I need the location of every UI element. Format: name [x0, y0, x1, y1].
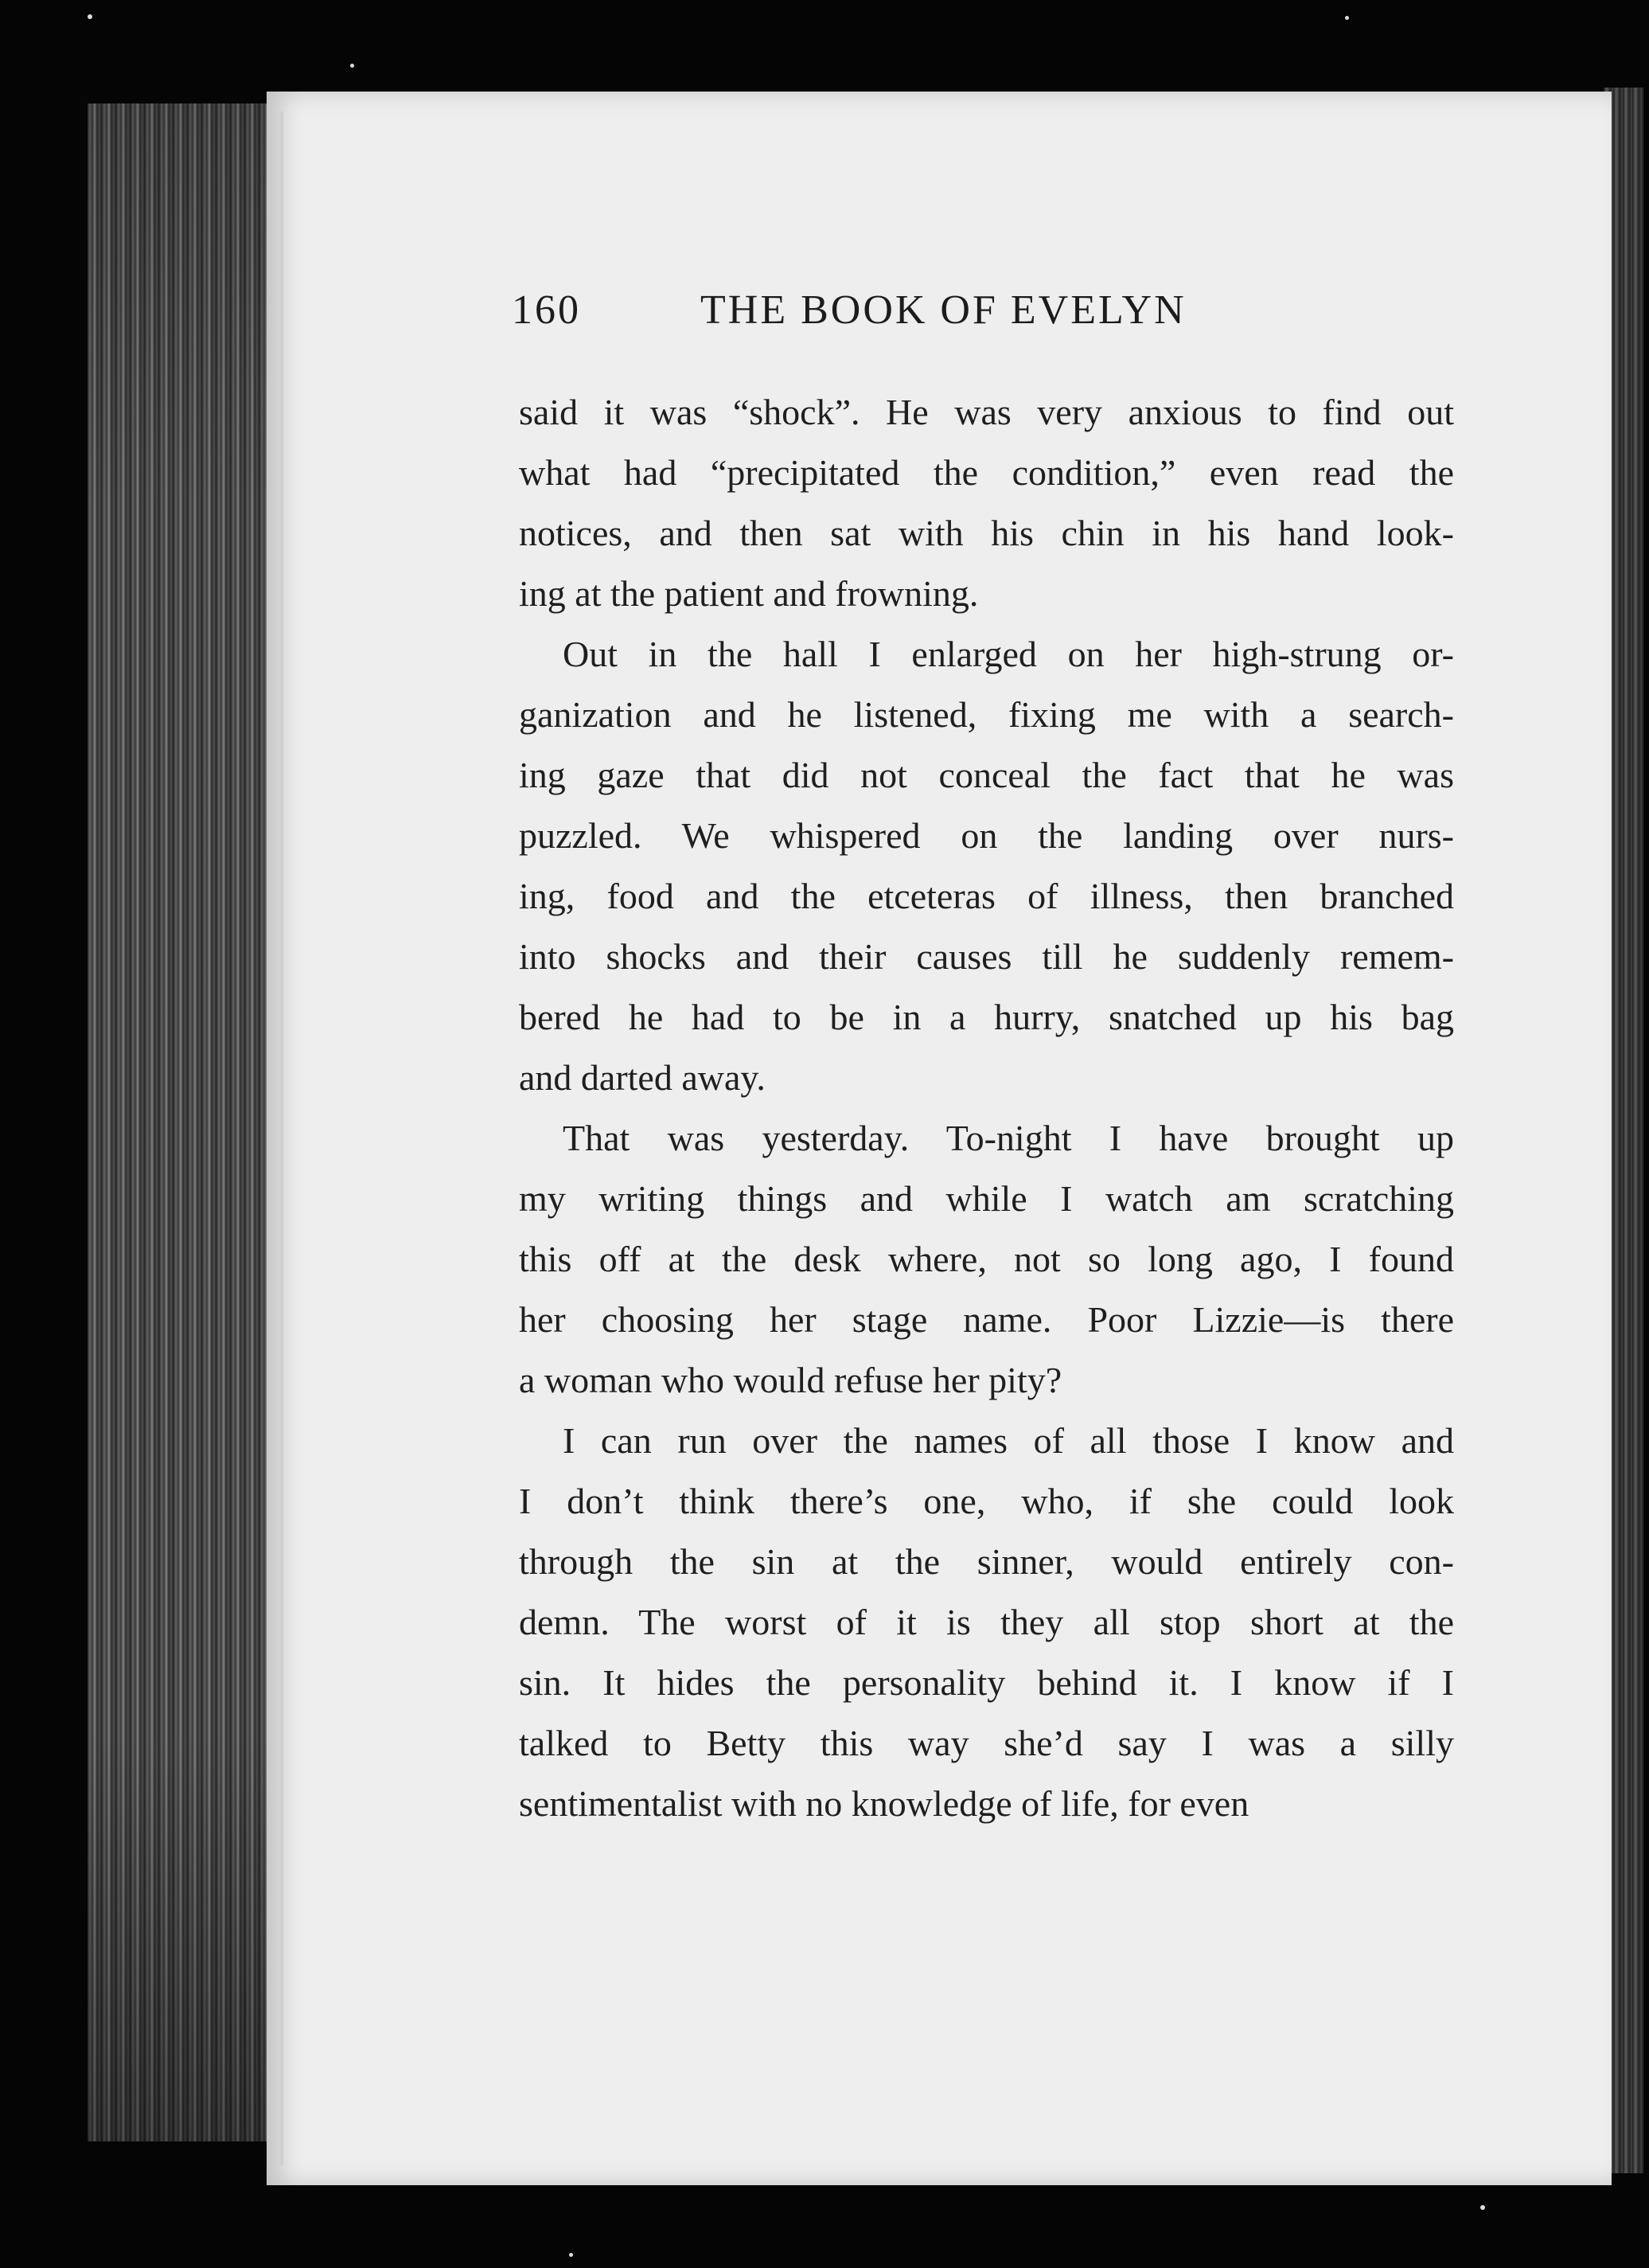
dust-speck	[1345, 16, 1349, 20]
text-line: my writing things and while I watch am scratching	[519, 1178, 1454, 1219]
paragraph	[519, 1108, 1454, 1411]
dust-speck	[569, 2253, 573, 2257]
page-number: 160	[512, 287, 581, 333]
paragraph	[519, 624, 1454, 1108]
text-line: puzzled. We whispered on the landing over nurs-	[519, 815, 1454, 856]
running-header	[512, 287, 1308, 342]
text-line: notices, and then sat with his chin in his hand look-	[519, 513, 1454, 553]
dust-speck	[350, 64, 354, 68]
text-line: her choosing her stage name. Poor Lizzie—is there	[519, 1299, 1454, 1340]
text-line: I can run over the names of all those I know and	[563, 1420, 1454, 1461]
text-line: demn. The worst of it is they all stop short at the	[519, 1602, 1454, 1642]
text-line: Out in the hall I enlarged on her high-strung or-	[563, 634, 1454, 674]
text-line: through the sin at the sinner, would entirely con-	[519, 1541, 1454, 1582]
running-head-title: THE BOOK OF EVELYN	[700, 287, 1187, 333]
body-text	[519, 382, 1454, 1834]
book-edge-shadow	[88, 103, 287, 2141]
text-line: bered he had to be in a hurry, snatched up his bag	[519, 997, 1454, 1037]
text-line: said it was “shock”. He was very anxious to find out	[519, 392, 1454, 432]
text-line: sin. It hides the personality behind it. I know if I	[519, 1662, 1454, 1703]
paragraph	[519, 1411, 1454, 1834]
text-line: talked to Betty this way she’d say I was a silly	[519, 1723, 1454, 1763]
text-line: I don’t think there’s one, who, if she could look	[519, 1481, 1454, 1521]
text-line: sentimentalist with no knowledge of life, for even	[519, 1783, 1249, 1824]
text-line: That was yesterday. To-night I have brought up	[563, 1118, 1454, 1158]
text-line: ing gaze that did not conceal the fact that he was	[519, 755, 1454, 795]
dust-speck	[88, 14, 92, 19]
text-line: this off at the desk where, not so long ago, I found	[519, 1239, 1454, 1279]
text-line: ing at the patient and frowning.	[519, 573, 979, 614]
text-line: ganization and he listened, fixing me with a search-	[519, 694, 1454, 735]
text-line: ing, food and the etceteras of illness, then branched	[519, 876, 1454, 916]
page-gutter	[280, 111, 283, 2165]
text-line: into shocks and their causes till he suddenly remem-	[519, 936, 1454, 977]
dust-speck	[1480, 2205, 1485, 2210]
text-line: what had “precipitated the condition,” even read the	[519, 452, 1454, 493]
text-line: and darted away.	[519, 1057, 766, 1098]
paragraph	[519, 382, 1454, 624]
text-line: a woman who would refuse her pity?	[519, 1360, 1062, 1400]
